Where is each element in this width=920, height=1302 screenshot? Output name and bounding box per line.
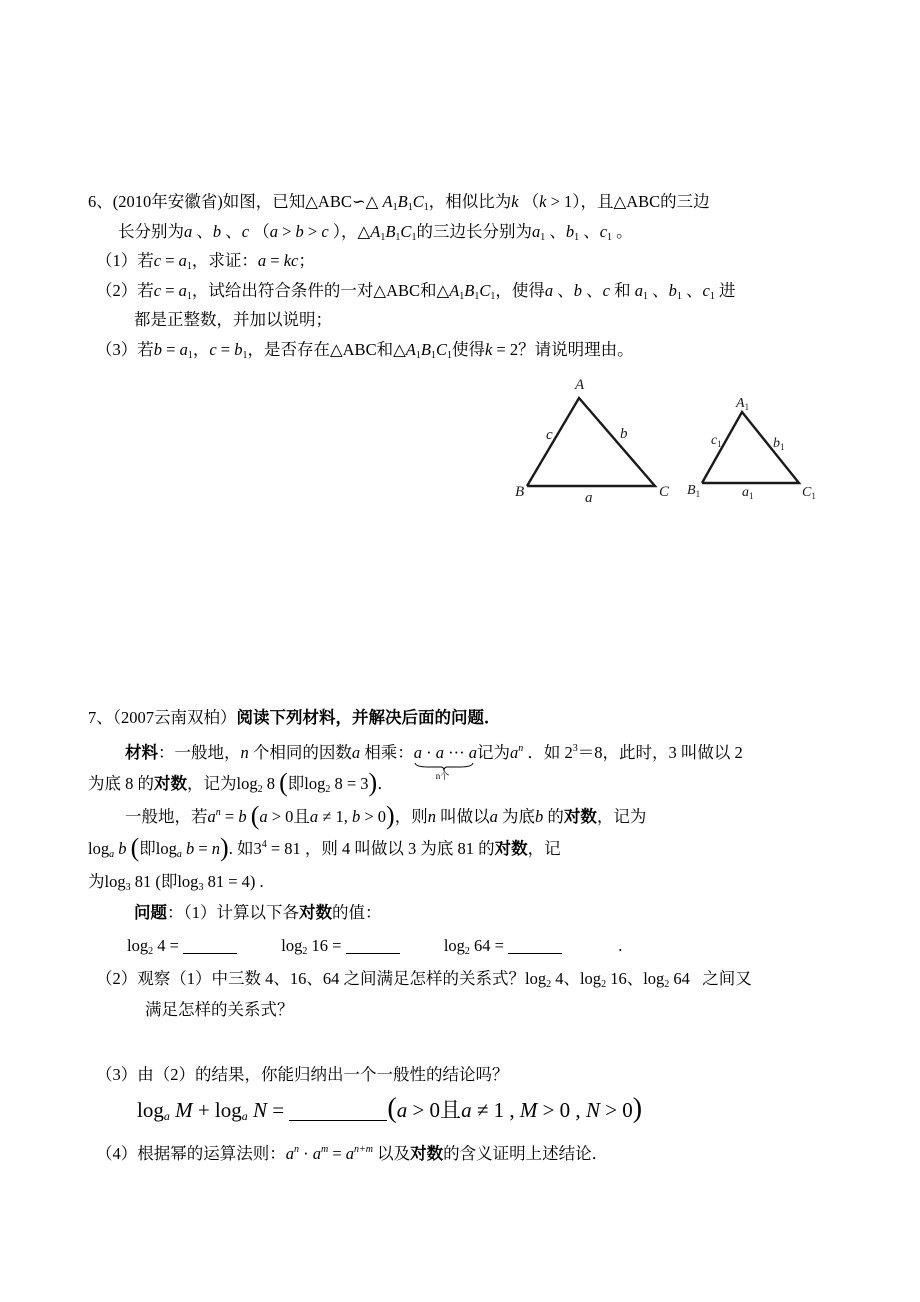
q7-question-3: （3）由（2）的结果，你能归纳出一个一般性的结论吗？ [96, 1065, 509, 1084]
q7-material-line-5: 为$\log_3 81$ (即$\log_3 81 = 4$) . [88, 872, 264, 893]
q7-question-2: （2）观察（1）中三数 4、16、64 之间满足怎样的关系式？$\log_2 4$、$\log_2 16$、$\log_2 64$ 之间又 [96, 969, 752, 990]
label-a1: $a_1$ [742, 485, 754, 501]
q7-question-2-cont: 满足怎样的关系式？ [145, 1000, 294, 1019]
label-B: B [515, 484, 525, 500]
q7-material-line-1: 材料：一般地，n 个相同的因数a 相乘：a · a ··· a n个 记为$a^n$ ．如 $2^3=8$，此时，3 叫做以 2 [125, 743, 743, 781]
q6-number: 6、 [88, 192, 113, 211]
q6-part-2-cont: 都是正整数，并加以说明； [134, 310, 332, 329]
q7-material-line-4: $\log_a b$ (即$\log_a b = n$). 如$3^4 = 81$ ，则 4 叫做以 3 为底 81 的对数，记 [88, 833, 561, 862]
label-c: c [546, 427, 553, 443]
label-C1: $C_1$ [802, 485, 816, 501]
log2-16-expr: $\log_2 16$ = [281, 936, 346, 957]
q6-line-2: 长分别为a 、b 、c （a > b > c ），$\triangle A_1B_1C_1$的三边长分别为$a_1$ 、$b_1$ 、$c_1$ 。 [118, 222, 633, 243]
answer-blank-4[interactable] [289, 1098, 387, 1121]
q7-header [88, 707, 501, 729]
q7-material-line-2: 为底 8 的对数，记为$\log_2 8$ (即$\log_2 8 = 3$)． [88, 768, 394, 797]
q7-material-line-3: 一般地，若$a^n = b$ (a > 0且a ≠ 1, b > 0)，则n 叫做以a 为底b 的对数，记为 [125, 801, 647, 830]
q6-part-1: （1）若$c = a_1$，求证：a = kc； [96, 251, 315, 272]
label-a: a [585, 490, 593, 506]
q6-part-2: （2）若$c = a_1$，试给出符合条件的一对△ABC和$\triangle A_1B_1C_1$，使得a 、b 、c 和 $a_1$ 、$b_1$ 、$c_1$ 进 [96, 281, 736, 302]
product-underbrace: a · a ··· a n个 [413, 743, 477, 781]
q7-q3-formula: $\log_a M + \log_a N = (a > 0$且a ≠ 1 , M > 0 , N > 0) [137, 1093, 643, 1124]
q7-question-1: 问题：（1）计算以下各对数的值： [134, 903, 382, 922]
q7-q1-blanks: $\log_2 4$ = $\log_2 16$ = $\log_2 64$ = . [127, 936, 623, 957]
q7-source: （2007云南双柏） [112, 708, 237, 727]
log2-4-expr: $\log_2 4$ = [127, 936, 184, 957]
log2-64-expr: $\log_2 64$ = [443, 936, 509, 957]
label-c1: $c_1$ [711, 433, 722, 449]
label-B1: $B_1$ [687, 483, 701, 499]
q6-triangles-figure [505, 370, 835, 520]
q7-question-4: （4）根据幂的运算法则：$a^n \cdot a^m = a^{n+m}$ 以及对数的含义证明上述结论． [96, 1144, 609, 1163]
label-C: C [659, 484, 670, 500]
q6-source: (2010年安徽省)如图，已知△ABC∽△ [112, 192, 379, 211]
label-b: b [620, 426, 628, 442]
q7-title: 阅读下列材料，并解决后面的问题． [236, 708, 501, 727]
label-A: A [575, 377, 585, 393]
q7-number: 7、 [88, 708, 113, 727]
answer-blank-3[interactable] [508, 937, 562, 954]
answer-blank-2[interactable] [346, 937, 400, 954]
answer-blank-1[interactable] [183, 937, 237, 954]
label-A1: $A_1$ [736, 396, 750, 412]
q6-part-3: （3）若$b = a_1$，$c = b_1$，是否存在△ABC和$\triangle A_1B_1C_1$使得k = 2？请说明理由。 [96, 340, 634, 361]
q6-line-1: 6、(2010年安徽省)如图，已知△ABC∽△ $A_1B_1C_1$，相似比为k （k > 1），且△ABC的三边 [88, 192, 710, 213]
label-b1: $b_1$ [773, 436, 785, 452]
